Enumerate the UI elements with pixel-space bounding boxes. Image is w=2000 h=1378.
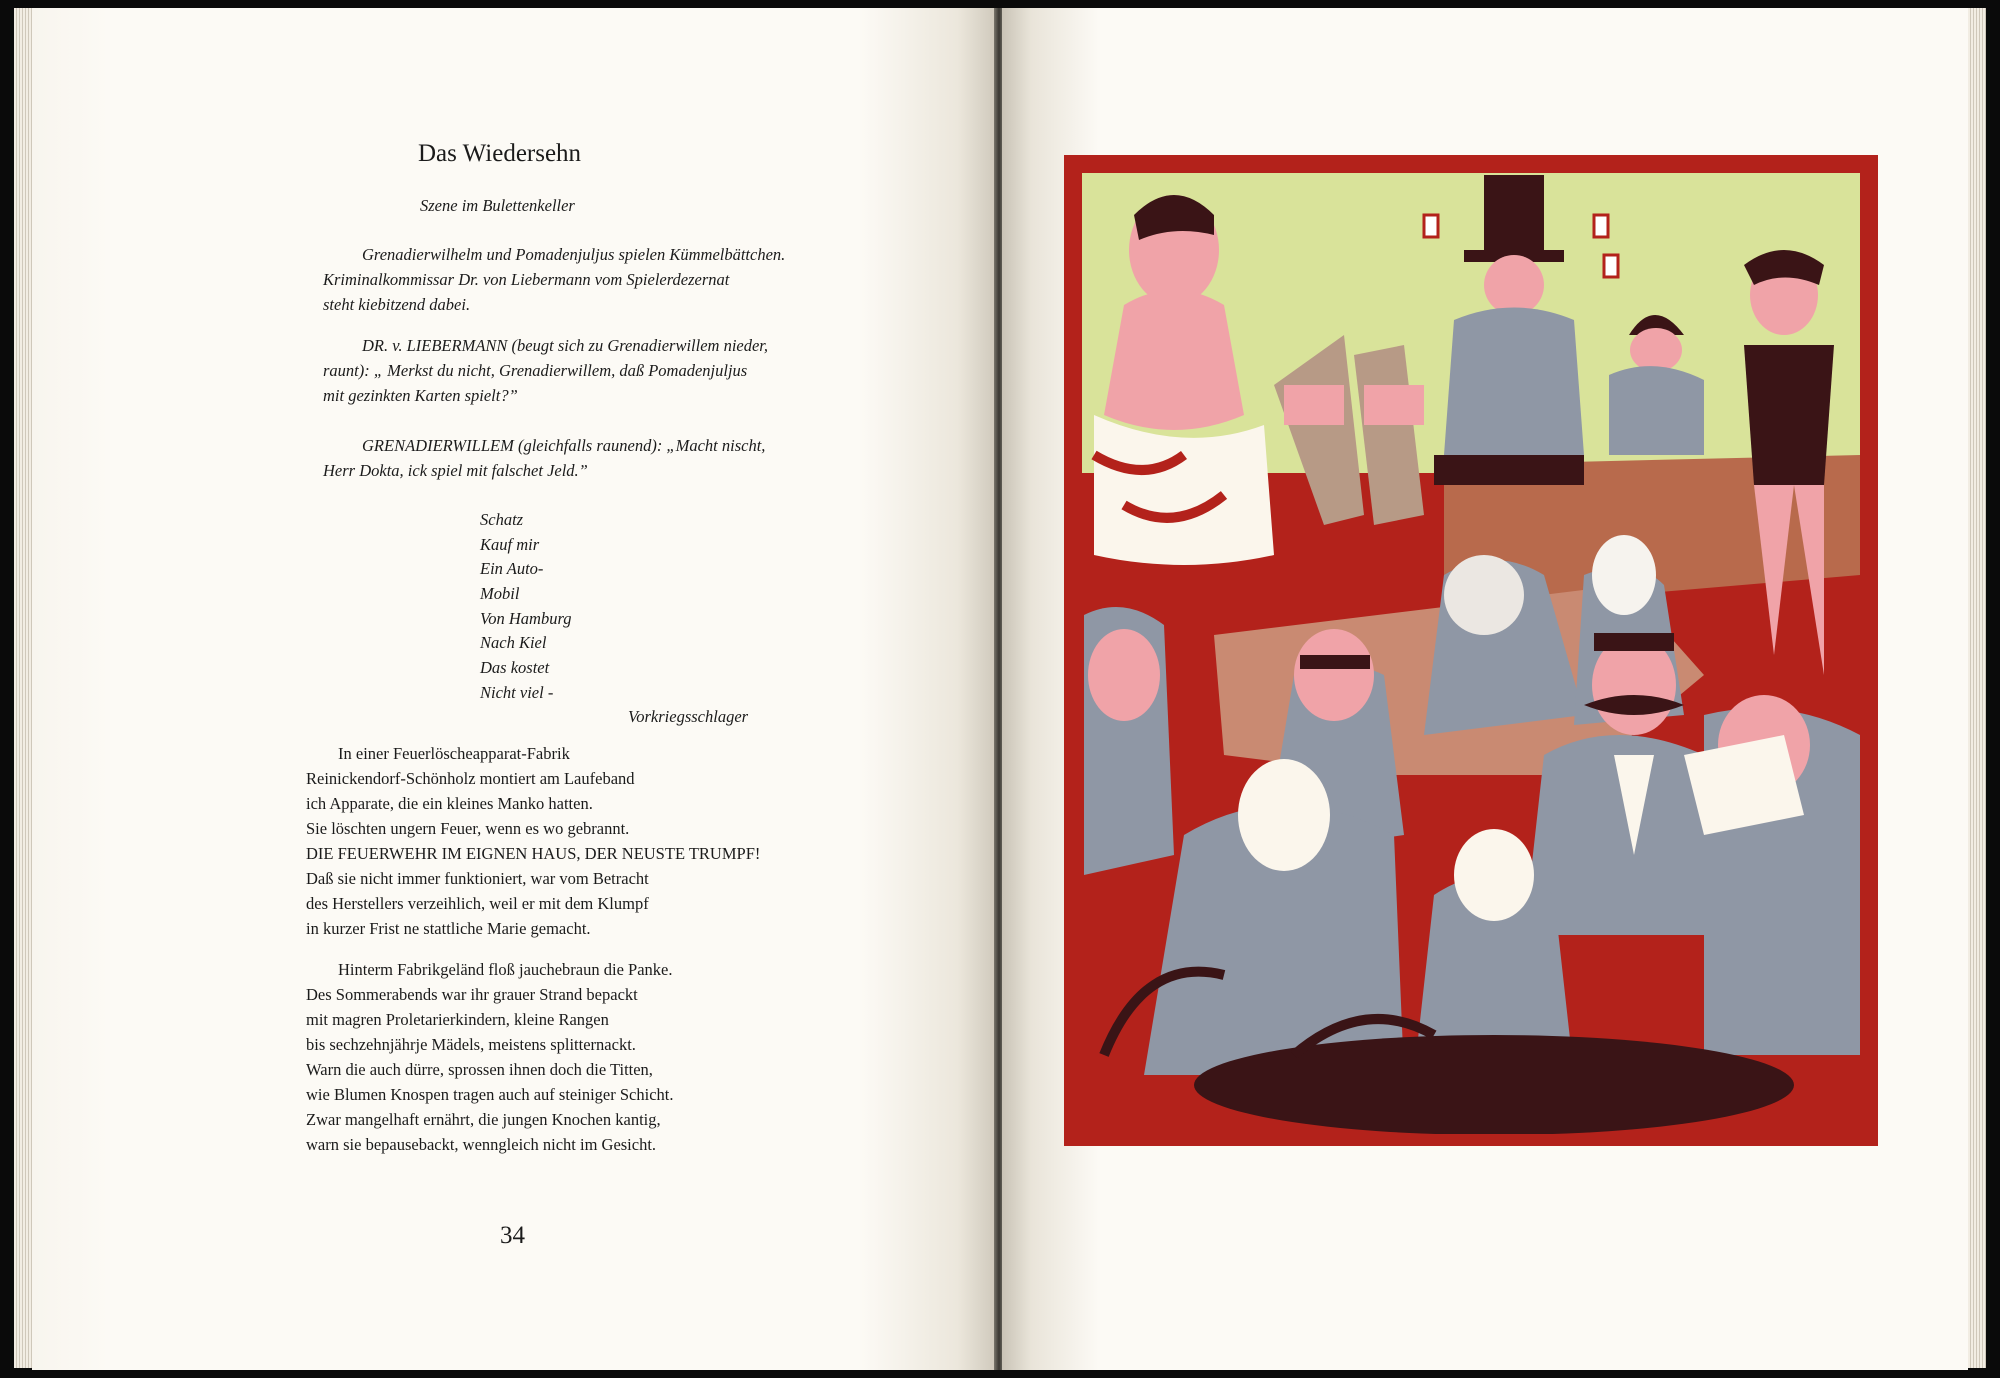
- stanza-line: wie Blumen Knospen tragen auch auf steiniger Schicht.: [306, 1085, 674, 1104]
- stanza-line: bis sechzehnjährje Mädels, meistens splitternackt.: [306, 1035, 636, 1054]
- stage-direction-line: steht kiebitzend dabei.: [323, 295, 471, 314]
- song-line: Von Hamburg: [480, 609, 572, 628]
- stage-direction-line: Kriminalkommissar Dr. von Liebermann vom Spielerdezernat: [323, 270, 730, 289]
- stanza-line: in kurzer Frist ne stattliche Marie gemacht.: [306, 919, 591, 938]
- stanza-line: Warn die auch dürre, sprossen ihnen doch die Titten,: [306, 1060, 653, 1079]
- stanza-line: ich Apparate, die ein kleines Manko hatten.: [306, 794, 593, 813]
- stanza-line: In einer Feuerlöscheapparat-Fabrik: [338, 744, 570, 763]
- page-number: 34: [500, 1222, 525, 1249]
- song-line: Ein Auto-: [480, 559, 544, 578]
- song-line: Das kostet: [480, 658, 550, 677]
- song-source: Vorkriegsschlager: [628, 707, 749, 726]
- dialogue-line: GRENADIERWILLEM (gleichfalls raunend): „Macht nischt,: [362, 436, 766, 455]
- woman-body: [1104, 290, 1244, 430]
- song-line: Mobil: [480, 584, 520, 603]
- dialogue-line: mit gezinkten Karten spielt?”: [323, 386, 518, 405]
- stanza-line: des Herstellers verzeihlich, weil er mit dem Klumpf: [306, 894, 649, 913]
- page-edges-right: [1968, 8, 1986, 1368]
- stanza-line: warn sie bepausebackt, wenngleich nicht im Gesicht.: [306, 1135, 657, 1154]
- stanza-line: DIE FEUERWEHR IM EIGNEN HAUS, DER NEUSTE TRUMPF!: [306, 844, 761, 863]
- stanza-line: mit magren Proletarierkindern, kleine Rangen: [306, 1010, 609, 1029]
- stanza-line: Reinickendorf-Schönholz montiert am Laufeband: [306, 769, 635, 788]
- song-line: Nach Kiel: [480, 633, 547, 652]
- stanza-line: Des Sommerabends war ihr grauer Strand bepackt: [306, 985, 638, 1004]
- stanza-line: Sie löschten ungern Feuer, wenn es wo gebrannt.: [306, 819, 630, 838]
- woodcut-illustration: [1064, 155, 1878, 1146]
- song-line: Schatz: [480, 510, 524, 529]
- stanza-line: Hinterm Fabrikgeländ floß jauchebraun die Panke.: [338, 960, 673, 979]
- stage-direction-line: Grenadierwilhelm und Pomadenjuljus spielen Kümmelbättchen.: [362, 245, 786, 264]
- stanza-line: Daß sie nicht immer funktioniert, war vom Betracht: [306, 869, 649, 888]
- dialogue-line: Herr Dokta, ick spiel mit falschet Jeld.”: [323, 461, 588, 480]
- page-edges-left: [14, 8, 34, 1368]
- scene-subtitle: Szene im Bulettenkeller: [420, 196, 575, 215]
- table: [1194, 1035, 1794, 1135]
- poem-title: Das Wiedersehn: [418, 140, 582, 167]
- dialogue-line: DR. v. LIEBERMANN (beugt sich zu Grenadierwillem nieder,: [362, 336, 769, 355]
- top-hat: [1484, 175, 1544, 255]
- dialogue-line: raunt): „ Merkst du nicht, Grenadierwillem, daß Pomadenjuljus: [323, 361, 748, 380]
- song-line: Kauf mir: [480, 535, 540, 554]
- song-line: Nicht viel -: [480, 683, 554, 702]
- stanza-line: Zwar mangelhaft ernährt, die jungen Knochen kantig,: [306, 1110, 661, 1129]
- magician-body: [1444, 308, 1584, 456]
